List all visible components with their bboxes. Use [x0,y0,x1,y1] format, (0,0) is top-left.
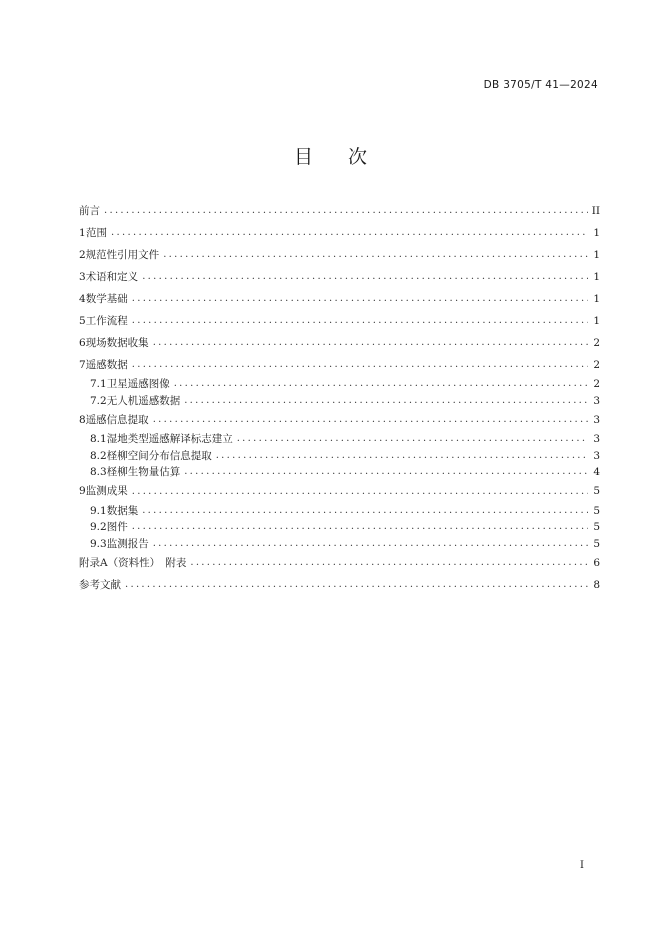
toc-entry[interactable] [79,448,600,465]
toc-entry-title: 附录A（资料性） 附表 [79,556,187,569]
toc-dot-leader [142,272,588,282]
toc-entry-number: 9.1 [90,504,107,517]
toc-entry-number: 8.2 [90,449,107,462]
toc-dot-leader [125,580,588,590]
toc-entry-number: 1 [79,226,86,239]
toc-dot-leader [237,434,588,444]
toc-entry-number: 8.1 [90,433,107,445]
toc-dot-leader [132,522,588,532]
toc-entry-number: 6 [79,336,86,349]
toc-entry-number: 9.2 [90,521,107,533]
toc-entry-number: 7.1 [90,378,107,390]
toc-dot-leader [104,206,588,216]
toc-entry-page: 4 [593,466,600,478]
toc-dot-leader [142,506,588,516]
toc-entry-number: 8 [79,413,86,426]
toc-entry[interactable] [79,481,600,503]
toc-entry-page: 2 [593,358,600,371]
toc-entry-page: 1 [593,292,600,305]
toc-entry[interactable] [79,574,600,596]
toc-title [0,142,662,169]
toc-dot-leader [184,467,588,477]
toc-entry-number: 7 [79,358,86,371]
toc-entry-page: 1 [593,270,600,283]
toc-entry[interactable] [79,354,600,376]
toc-entry-page: 8 [593,578,600,591]
toc-entry-page: 5 [593,504,600,517]
toc-dot-leader [163,250,588,260]
toc-dot-leader [216,451,588,461]
toc-entry-number: 9 [79,485,86,498]
toc-entry[interactable] [79,376,600,393]
toc-entry-page: 2 [593,336,600,349]
toc-entry-page: 5 [593,537,600,550]
toc-entry-title: 前言 [79,204,100,217]
toc-entry[interactable] [79,244,600,266]
toc-dot-leader [153,338,588,348]
toc-entry-number: 9.3 [90,537,107,550]
toc-dot-leader [153,539,588,549]
toc-entry-page: 3 [593,449,600,462]
toc-dot-leader [132,360,588,370]
toc-dot-leader [111,228,588,238]
toc-entry-title: 卫星遥感图像 [106,378,170,390]
toc-entry-page: 6 [593,556,600,569]
toc-entry-title: 工作流程 [85,314,128,327]
toc-entry-title: 规范性引用文件 [85,248,160,261]
toc-entry-title: 柽柳生物量估算 [106,466,181,478]
document-code: DB 3705/T 41—2024 [483,79,598,91]
toc-entry[interactable] [79,200,600,222]
toc-title-part2: 次 [348,146,369,168]
toc-entry-page: 1 [593,314,600,327]
table-of-contents [79,200,600,596]
toc-entry[interactable] [79,464,600,481]
toc-entry-number: 5 [79,314,86,327]
toc-entry-page: 1 [593,226,600,239]
toc-entry-title: 无人机遥感数据 [106,394,181,407]
toc-entry[interactable] [79,431,600,448]
toc-entry[interactable] [79,222,600,244]
toc-entry-title: 图件 [106,521,128,533]
toc-entry[interactable] [79,310,600,332]
toc-entry-title: 数据集 [106,504,139,517]
toc-entry-page: 1 [593,248,600,261]
toc-entry[interactable] [79,288,600,310]
toc-entry-number: 2 [79,248,86,261]
toc-entry[interactable] [79,536,600,553]
toc-dot-leader [174,379,588,389]
toc-entry-number: 8.3 [90,466,107,478]
toc-dot-leader [132,294,588,304]
toc-entry[interactable] [79,552,600,574]
toc-entry-title: 现场数据收集 [85,336,149,349]
toc-entry-page: 2 [593,378,600,390]
toc-entry-title: 柽柳空间分布信息提取 [106,449,212,462]
toc-entry-page: 3 [593,413,600,426]
toc-entry[interactable] [79,519,600,536]
toc-entry[interactable] [79,409,600,431]
toc-entry-title: 湿地类型遥感解译标志建立 [106,433,233,445]
toc-entry-title: 遥感信息提取 [85,413,149,426]
toc-title-part1: 目 [293,146,314,168]
toc-entry-number: 7.2 [90,394,107,407]
page-number: I [580,860,584,871]
toc-entry-title: 参考文献 [79,578,121,591]
toc-dot-leader [132,487,588,497]
toc-entry-page: 3 [593,394,600,407]
toc-dot-leader [184,396,588,406]
toc-entry[interactable] [79,393,600,410]
toc-entry-title: 遥感数据 [85,358,128,371]
toc-entry[interactable] [79,503,600,520]
toc-entry[interactable] [79,266,600,288]
toc-entry-title: 监测报告 [106,537,149,550]
toc-dot-leader [153,415,588,425]
toc-entry-title: 范围 [86,226,108,239]
toc-dot-leader [132,316,588,326]
toc-entry-title: 数学基础 [85,292,128,305]
toc-entry-number: 3 [79,270,86,283]
toc-entry-page: 5 [593,485,600,498]
toc-entry-page: II [591,204,600,217]
toc-entry-title: 术语和定义 [85,270,139,283]
toc-entry-number: 4 [79,292,86,305]
toc-entry[interactable] [79,332,600,354]
toc-entry-title: 监测成果 [85,485,128,498]
toc-entry-page: 3 [593,433,600,445]
toc-entry-page: 5 [593,521,600,533]
toc-dot-leader [190,558,588,568]
